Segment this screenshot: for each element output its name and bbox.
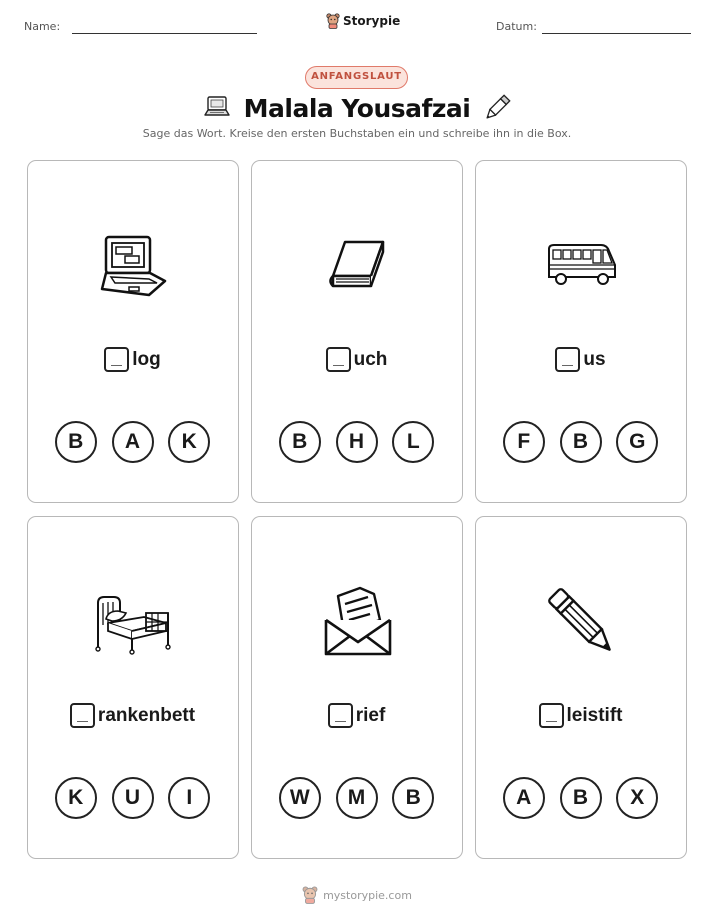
- word-ending: us: [583, 348, 606, 370]
- word-row: [476, 703, 685, 728]
- letter-choices: [28, 777, 237, 819]
- bear-mascot-icon: [326, 13, 340, 29]
- letter-choices: [252, 777, 461, 819]
- letter-choice[interactable]: B: [560, 421, 602, 463]
- hospital-bed-icon: [94, 589, 174, 655]
- exercise-card: [475, 160, 687, 503]
- letter-choice[interactable]: A: [112, 421, 154, 463]
- laptop-icon: [99, 233, 169, 299]
- exercise-card: [251, 160, 463, 503]
- word-row: [28, 347, 237, 372]
- word-ending: log: [132, 348, 161, 370]
- card-image: [84, 216, 184, 316]
- word-ending: uch: [353, 348, 388, 370]
- bus-icon: [545, 243, 619, 289]
- title-row: [0, 90, 714, 126]
- brand-name: Storypie: [343, 14, 401, 28]
- letter-choices: [28, 421, 237, 463]
- answer-box[interactable]: [539, 703, 564, 728]
- word-ending: rief: [355, 704, 386, 726]
- card-image: [532, 216, 632, 316]
- letter-choice[interactable]: B: [55, 421, 97, 463]
- page-title: Malala Yousafzai: [243, 93, 471, 123]
- exercise-card: [27, 516, 239, 859]
- letter-choice[interactable]: A: [503, 777, 545, 819]
- instructions: Sage das Wort. Kreise den ersten Buchstaben ein und schreibe ihn in die Box.: [142, 127, 572, 140]
- answer-box[interactable]: [104, 347, 129, 372]
- footer-url: mystorypie.com: [323, 888, 412, 902]
- word-ending: rankenbett: [97, 704, 196, 726]
- letter-choice[interactable]: K: [55, 777, 97, 819]
- card-image: [308, 572, 408, 672]
- category-badge: ANFANGSLAUT: [305, 66, 408, 89]
- envelope-letter-icon: [322, 584, 394, 660]
- letter-choice[interactable]: H: [336, 421, 378, 463]
- letter-choice[interactable]: L: [392, 421, 434, 463]
- name-field-line[interactable]: [72, 33, 257, 34]
- name-label: Name:: [24, 20, 61, 33]
- letter-choice[interactable]: M: [336, 777, 378, 819]
- exercise-card: [27, 160, 239, 503]
- answer-box[interactable]: [328, 703, 353, 728]
- word-ending: leistift: [566, 704, 623, 726]
- letter-choices: [476, 777, 685, 819]
- card-image: [532, 572, 632, 672]
- answer-box[interactable]: [70, 703, 95, 728]
- letter-choice[interactable]: U: [112, 777, 154, 819]
- word-row: [252, 347, 461, 372]
- answer-box[interactable]: [326, 347, 351, 372]
- letter-choice[interactable]: I: [168, 777, 210, 819]
- pencil-icon: [482, 93, 512, 123]
- letter-choice[interactable]: B: [279, 421, 321, 463]
- card-image: [308, 216, 408, 316]
- letter-choice[interactable]: B: [560, 777, 602, 819]
- card-image: [84, 572, 184, 672]
- footer: [0, 886, 714, 904]
- word-row: [476, 347, 685, 372]
- book-icon: [325, 236, 391, 296]
- storypie-logo: [326, 13, 400, 29]
- bear-mascot-icon: [302, 886, 318, 904]
- date-label: Datum:: [496, 20, 537, 33]
- letter-choices: [476, 421, 685, 463]
- laptop-icon: [202, 94, 232, 122]
- letter-choice[interactable]: W: [279, 777, 321, 819]
- letter-choice[interactable]: B: [392, 777, 434, 819]
- letter-choice[interactable]: K: [168, 421, 210, 463]
- word-row: [28, 703, 237, 728]
- exercise-card: [251, 516, 463, 859]
- worksheet-header: [0, 0, 714, 50]
- answer-box[interactable]: [555, 347, 580, 372]
- letter-choices: [252, 421, 461, 463]
- letter-choice[interactable]: G: [616, 421, 658, 463]
- exercise-card: [475, 516, 687, 859]
- pencil-icon: [545, 585, 619, 659]
- date-field-line[interactable]: [542, 33, 691, 34]
- letter-choice[interactable]: X: [616, 777, 658, 819]
- letter-choice[interactable]: F: [503, 421, 545, 463]
- word-row: [252, 703, 461, 728]
